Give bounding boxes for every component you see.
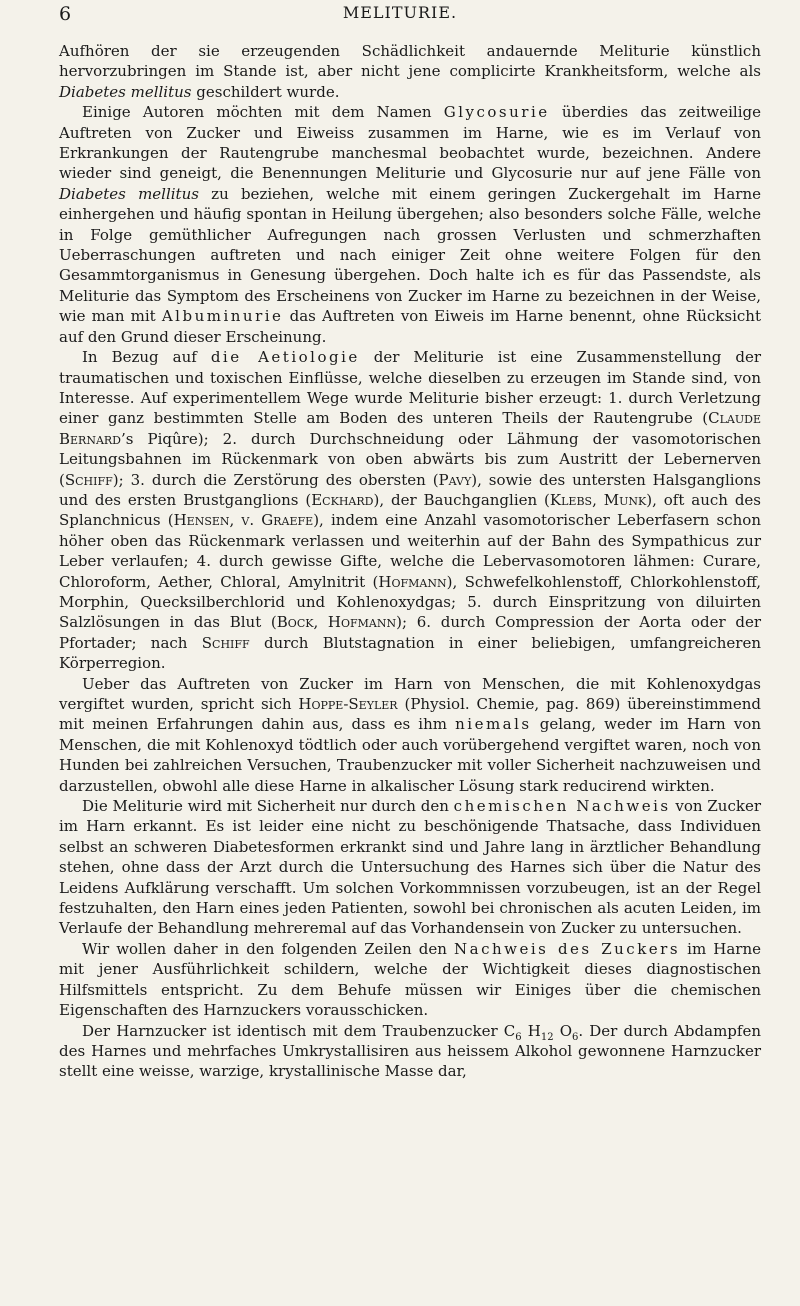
page-number: 6 — [59, 3, 72, 25]
paragraph-3: In Bezug auf die Aetiologie der Meliturie ist eine Zusammenstellung der traumatischen und toxischen Einflüsse, welche dieselben zu erzeugen im Stande sind, von Interesse. Auf experimentellem Wege wurde Meliturie bisher erzeugt: 1. durch Verletzung einer ganz bestimmten Stelle am Boden des unteren Theils der Rautengrube (Claude Bernard’s Piqûre); 2. durch Durchschneidung oder Lähmung der vasomotorischen Leitungsbahnen im Rückenmark von oben abwärts bis zum Austritt der Lebernerven (Schiff); 3. durch die Zerstörung des obersten (Pavy), sowie des untersten Halsganglions und des ersten Brustganglions (Eckhard), der Bauchganglien (Klebs, Munk), oft auch des Splanchnicus (Hensen, v. Graefe), indem eine Anzahl vasomotorischer Leberfasern schon höher oben das Rückenmark verlassen und weiterhin auf der Bahn des Sympathicus zur Leber verlaufen; 4. durch gewisse Gifte, welche die Lebervasomotoren lähmen: Curare, Chloroform, Aether, Chloral, Amylnitrit (Hofmann), Schwefelkohlenstoff, Chlorkohlenstoff, Morphin, Quecksilberchlorid und Kohlenoxydgas; 5. durch Einspritzung von diluirten Salzlösungen in das Blut (Bock, Hofmann); 6. durch Compression der Aorta oder der Pfortader; nach Schiff durch Blutstagnation in einer beliebigen, umfangreicheren Körperregion. — [59, 348, 761, 673]
paragraph-4: Ueber das Auftreten von Zucker im Harn von Menschen, die mit Kohlenoxydgas vergiftet wurden, spricht sich Hoppe-Seyler (Physiol. Chemie, pag. 869) übereinstimmend mit meinen Erfahrungen dahin aus, dass es ihm niemals gelang, weder im Harn von Menschen, die mit Kohlenoxyd tödtlich oder auch vorübergehend vergiftet waren, noch von Hunden bei zahlreichen Versuchen, Traubenzucker mit voller Sicherheit nachzuweisen und darzustellen, obwohl alle diese Harne in alkalischer Lösung stark reducirend wirkten. — [59, 674, 761, 795]
paragraph-5: Die Meliturie wird mit Sicherheit nur durch den chemischen Nachweis von Zucker im Harn erkannt. Es ist leider eine nicht zu beschönigende Thatsache, dass Individuen selbst an schweren Diabetesformen erkrankt sind und Jahre lang in ärztlicher Behandlung stehen, ohne dass der Arzt durch die Untersuchung des Harnes sich über die Natur des Leidens Aufklärung verschafft. Um solchen Vorkommnissen vorzubeugen, ist an der Regel festzuhalten, den Harn eines jeden Patienten, sowohl bei chronischen als acuten Leiden, im Verlaufe der Behandlung mehreremal auf das Vorhandensein von Zucker zu untersuchen. — [59, 797, 761, 938]
text-body — [59, 41, 761, 1082]
paragraph-1: Aufhören der sie erzeugenden Schädlichkeit andauernde Meliturie künstlich hervorzubringen im Stande ist, aber nicht jene complicirte Krankheitsform, welche als Diabetes mellitus geschildert wurde. — [59, 42, 761, 101]
paragraph-7: Der Harnzucker ist identisch mit dem Traubenzucker $C_6$ $H_{12}$ $O_6$. Der durch Abdampfen des Harnes und mehrfaches Umkrystallisiren aus heissem Alkohol gewonnene Harnzucker stellt eine weisse, warzige, krystallinische Masse dar, — [59, 1021, 761, 1081]
running-title: MELITURIE. — [342, 3, 458, 22]
paragraph-6: Wir wollen daher in den folgenden Zeilen den Nachweis des Zuckers im Harne mit jener Ausführlichkeit schildern, welche der Wichtigkeit dieses diagnostischen Hilfsmittels entspricht. Zu dem Behufe müssen wir Einiges über die chemischen Eigenschaften des Harnzuckers vorausschicken. — [59, 939, 761, 1020]
paragraph-2: Einige Autoren möchten mit dem Namen Glycosurie überdies das zeitweilige Auftreten von Zucker und Eiweiss zusammen im Harne, wie es im Verlauf von Erkrankungen der Rautengrube manchesmal beobachtet wurde, bezeichnen. Andere wieder sind geneigt, die Benennungen Meliturie und Glycosurie nur auf jene Fälle von Diabetes mellitus zu beziehen, welche mit einem geringen Zuckergehalt im Harne einhergehen und häufig spontan in Heilung übergehen; also besonders solche Fälle, welche in Folge gemüthlicher Aufregungen nach grossen Verlusten und schmerzhaften Ueberraschungen auftreten und nach einiger Zeit ohne weitere Folgen für den Gesammtorganismus in Genesung übergehen. Doch halte ich es für das Passendste, als Meliturie das Symptom des Erscheinens von Zucker im Harne zu bezeichnen in der Weise, wie man mit Albuminurie das Auftreten von Eiweis im Harne benennt, ohne Rücksicht auf den Grund dieser Erscheinung. — [59, 103, 762, 346]
